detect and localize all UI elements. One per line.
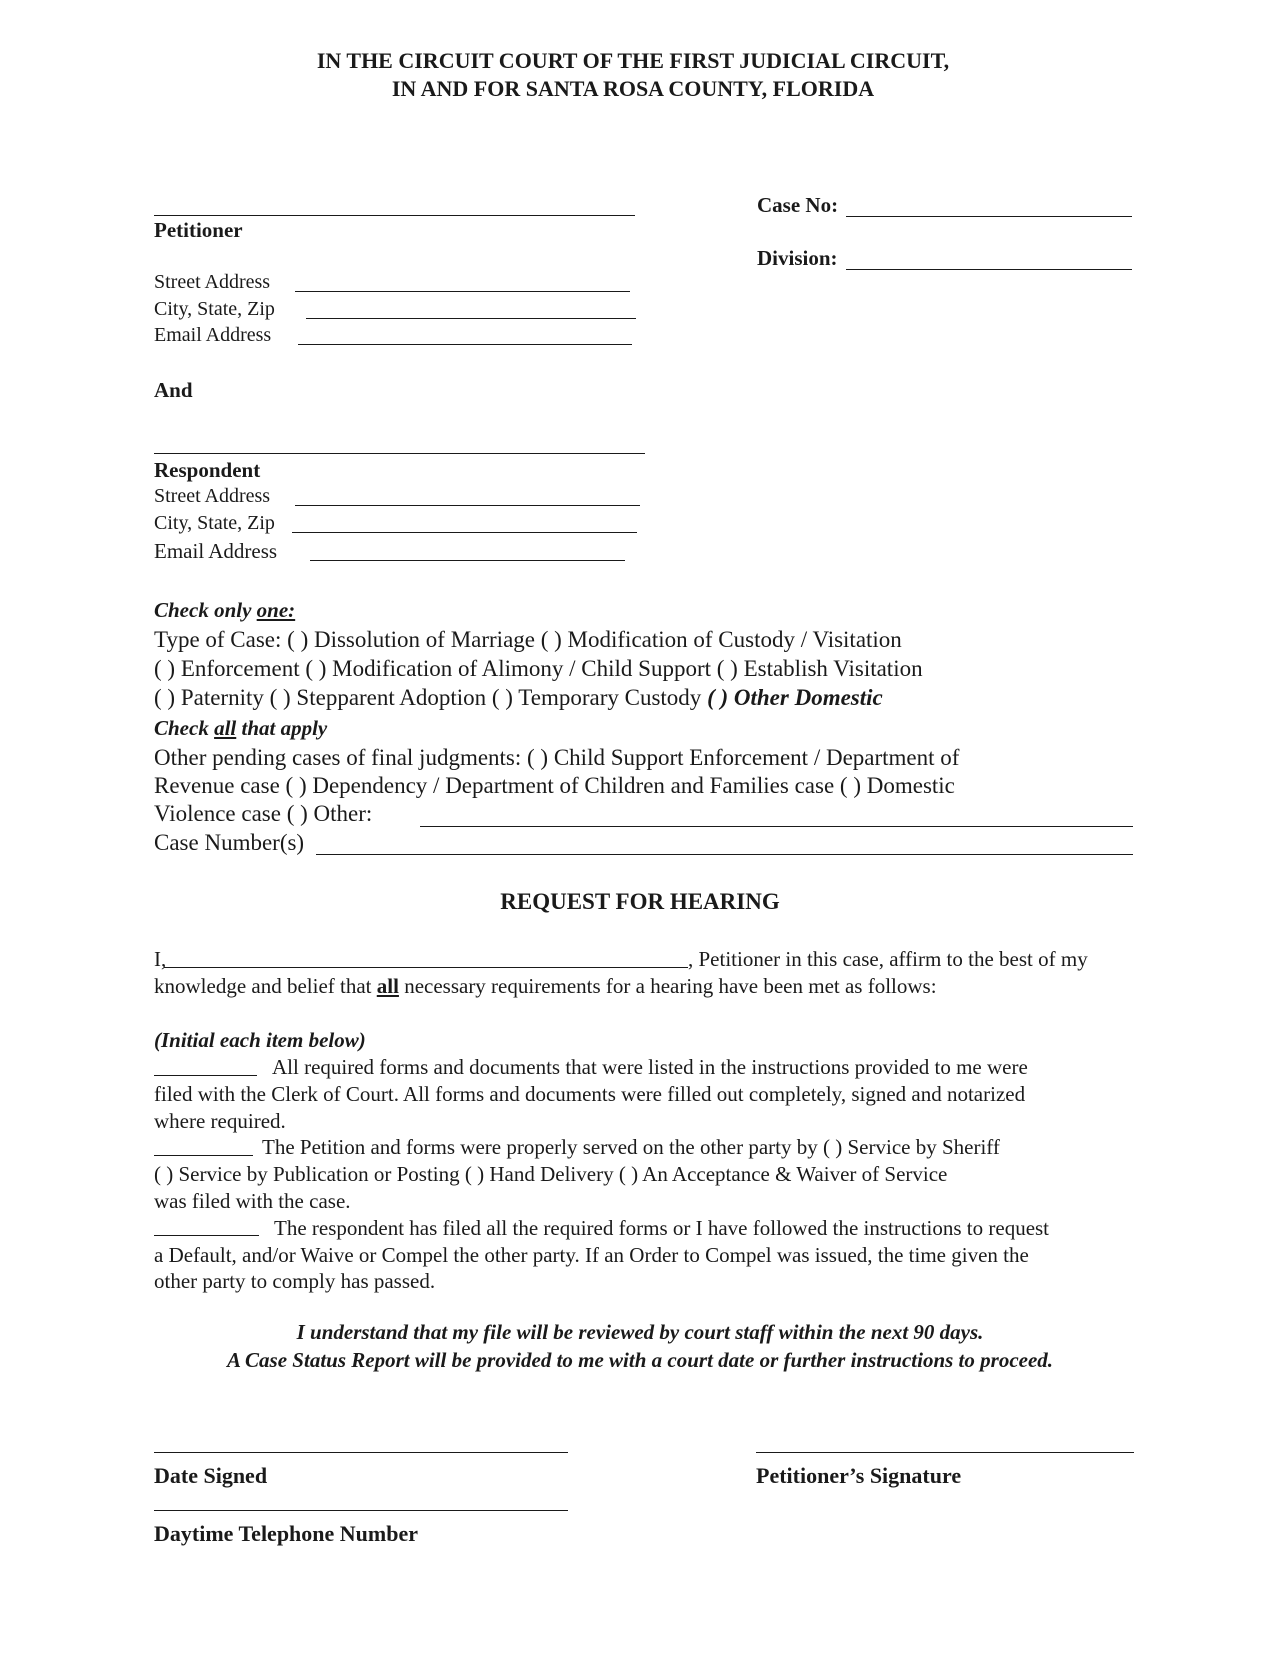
- court-title-line2: IN AND FOR SANTA ROSA COUNTY, FLORIDA: [391, 76, 875, 101]
- petitioner-city-label: City, State, Zip: [154, 298, 275, 320]
- respondent-label: Respondent: [154, 458, 261, 482]
- case-no-label: Case No:: [757, 193, 839, 217]
- affirm-suffix: , Petitioner in this case, affirm to the best of my: [688, 947, 1088, 971]
- item3-line1: The respondent has filed all the required forms or I have followed the instructions to request: [274, 1216, 1050, 1240]
- petitioner-label: Petitioner: [154, 218, 243, 242]
- check-all-label: Check all that apply: [154, 716, 328, 740]
- case-type-line3[interactable]: ( ) Paternity ( ) Stepparent Adoption ( ) Temporary Custody ( ) Other Domestic: [154, 685, 883, 710]
- petitioner-street-label: Street Address: [154, 271, 271, 293]
- item3-line2: a Default, and/or Waive or Compel the other party. If an Order to Compel was issued, the time given the: [154, 1243, 1029, 1267]
- item2-line1: The Petition and forms were properly served on the other party by ( ) Service by Sheriff: [262, 1135, 1000, 1159]
- affirm-prefix: I,: [154, 947, 167, 971]
- respondent-name-field[interactable]: [154, 453, 645, 454]
- respondent-email-field[interactable]: [310, 560, 625, 561]
- notice-line2: A Case Status Report will be provided to me with a court date or further instructions to proceed.: [226, 1348, 1054, 1372]
- item1-line3: where required.: [154, 1109, 286, 1133]
- pending-cases-line3: Violence case ( ) Other:: [154, 801, 373, 826]
- item2-line2: ( ) Service by Publication or Posting ( ) Hand Delivery ( ) An Acceptance & Waiver of Service: [154, 1162, 948, 1186]
- item1-line1: All required forms and documents that were listed in the instructions provided to me were: [272, 1055, 1028, 1079]
- initial-field-3[interactable]: [154, 1235, 259, 1236]
- petitioner-street-field[interactable]: [295, 291, 630, 292]
- check-only-one-label: Check only one:: [154, 598, 296, 622]
- date-signed-label: Date Signed: [154, 1463, 268, 1488]
- request-heading: REQUEST FOR HEARING: [500, 889, 780, 914]
- petitioner-email-field[interactable]: [298, 344, 632, 345]
- item1-line2: filed with the Clerk of Court. All forms and documents were filled out completely, signed and notarized: [154, 1082, 1026, 1106]
- and-label: And: [154, 378, 193, 402]
- case-numbers-label: Case Number(s): [154, 830, 305, 855]
- item3-line3: other party to comply has passed.: [154, 1269, 436, 1293]
- initial-field-1[interactable]: [154, 1075, 257, 1076]
- case-numbers-field[interactable]: [316, 854, 1133, 855]
- petitioner-name-field[interactable]: [154, 215, 635, 216]
- affirm-line2: knowledge and belief that all necessary requirements for a hearing have been met as follows:: [154, 974, 937, 998]
- division-field[interactable]: [846, 269, 1132, 270]
- notice-line1: I understand that my file will be reviewed by court staff within the next 90 days.: [296, 1320, 984, 1344]
- respondent-street-label: Street Address: [154, 485, 271, 507]
- division-label: Division:: [757, 246, 838, 270]
- daytime-phone-field[interactable]: [154, 1510, 568, 1511]
- affirm-name-field[interactable]: [164, 967, 688, 968]
- respondent-city-label: City, State, Zip: [154, 512, 275, 534]
- daytime-phone-label: Daytime Telephone Number: [154, 1521, 418, 1546]
- pending-cases-line1[interactable]: Other pending cases of final judgments: ( ) Child Support Enforcement / Department of: [154, 745, 960, 770]
- date-signed-field[interactable]: [154, 1452, 568, 1453]
- initial-field-2[interactable]: [154, 1155, 253, 1156]
- initial-each-label: (Initial each item below): [154, 1028, 366, 1052]
- item2-line3: was filed with the case.: [154, 1189, 351, 1213]
- respondent-email-label: Email Address: [154, 539, 278, 563]
- case-type-line1[interactable]: Type of Case: ( ) Dissolution of Marriage ( ) Modification of Custody / Visitation: [154, 627, 902, 652]
- respondent-city-field[interactable]: [292, 532, 637, 533]
- petitioner-city-field[interactable]: [306, 318, 636, 319]
- respondent-street-field[interactable]: [295, 505, 640, 506]
- case-no-field[interactable]: [846, 216, 1132, 217]
- petitioner-signature-field[interactable]: [756, 1452, 1134, 1453]
- petitioner-email-label: Email Address: [154, 324, 272, 346]
- court-title-line1: IN THE CIRCUIT COURT OF THE FIRST JUDICIAL CIRCUIT,: [316, 48, 950, 73]
- pending-cases-line2[interactable]: Revenue case ( ) Dependency / Department of Children and Families case ( ) Domestic: [154, 773, 955, 798]
- other-case-field[interactable]: [420, 826, 1133, 827]
- case-type-line2[interactable]: ( ) Enforcement ( ) Modification of Alimony / Child Support ( ) Establish Visitation: [154, 656, 923, 681]
- petitioner-signature-label: Petitioner’s Signature: [756, 1463, 962, 1488]
